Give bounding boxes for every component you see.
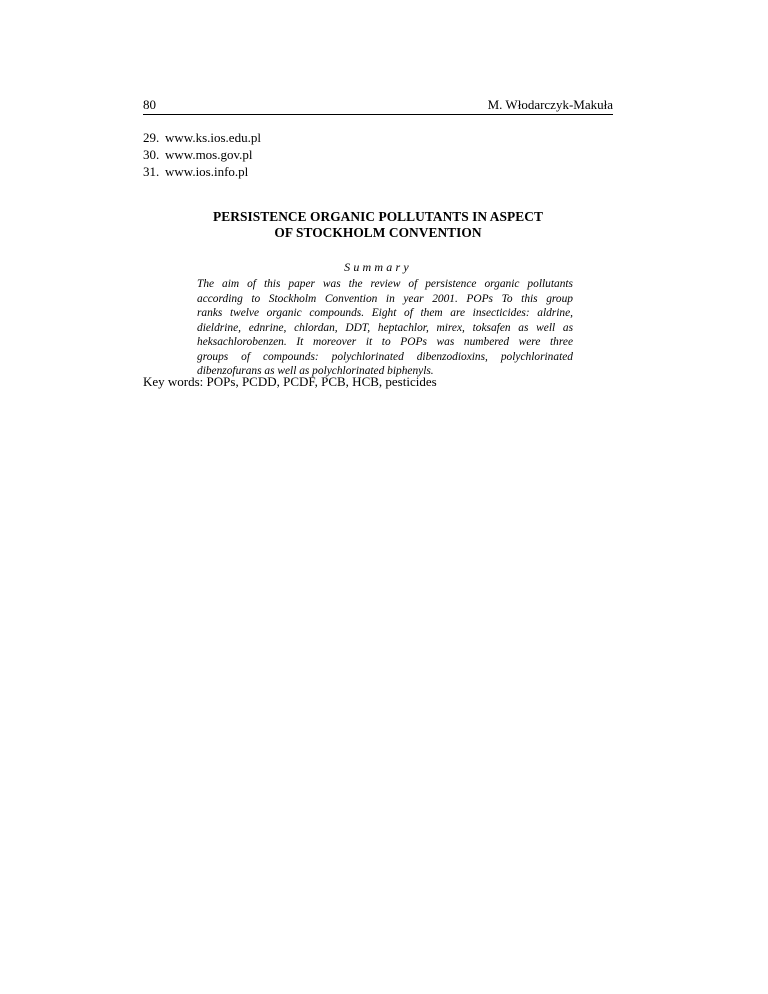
running-header [143, 88, 613, 115]
running-author: M. Włodarczyk-Makuła [487, 97, 613, 112]
reference-number: 29. [143, 130, 160, 145]
reference-list [143, 129, 261, 180]
abstract-line: ranks twelve organic compounds. Eight of them are insecticides: aldrine, [197, 307, 573, 319]
reference-item [143, 146, 261, 163]
paper-title [143, 209, 613, 241]
abstract-line: dibenzofurans as well as polychlorinated biphenyls. [197, 365, 434, 377]
abstract-line: The aim of this paper was the review of persistence organic pollutants [197, 278, 573, 290]
abstract [197, 277, 573, 379]
abstract-line: groups of compounds: polychlorinated dibenzodioxins, polychlorinated [197, 350, 573, 363]
summary-heading: Summary [344, 260, 412, 274]
page-number: 80 [143, 97, 156, 112]
reference-item [143, 129, 261, 146]
title-line-1: PERSISTENCE ORGANIC POLLUTANTS IN ASPECT [213, 209, 543, 224]
reference-text: www.mos.gov.pl [165, 147, 253, 162]
abstract-line: according to Stockholm Convention in year 2001. POPs To this group [197, 292, 573, 305]
abstract-line: dieldrine, ednrine, chlordan, DDT, heptachlor, mirex, toksafen as well as [197, 321, 573, 334]
reference-item [143, 163, 261, 180]
title-line-2: OF STOCKHOLM CONVENTION [274, 225, 482, 240]
reference-number: 31. [143, 164, 160, 179]
abstract-line: heksachlorobenzen. It moreover it to POPs was numbered were three [197, 336, 573, 348]
reference-text: www.ks.ios.edu.pl [165, 130, 261, 145]
keywords: Key words: POPs, PCDD, PCDF, PCB, HCB, pesticides [143, 374, 437, 389]
reference-text: www.ios.info.pl [165, 164, 249, 179]
reference-number: 30. [143, 147, 160, 162]
